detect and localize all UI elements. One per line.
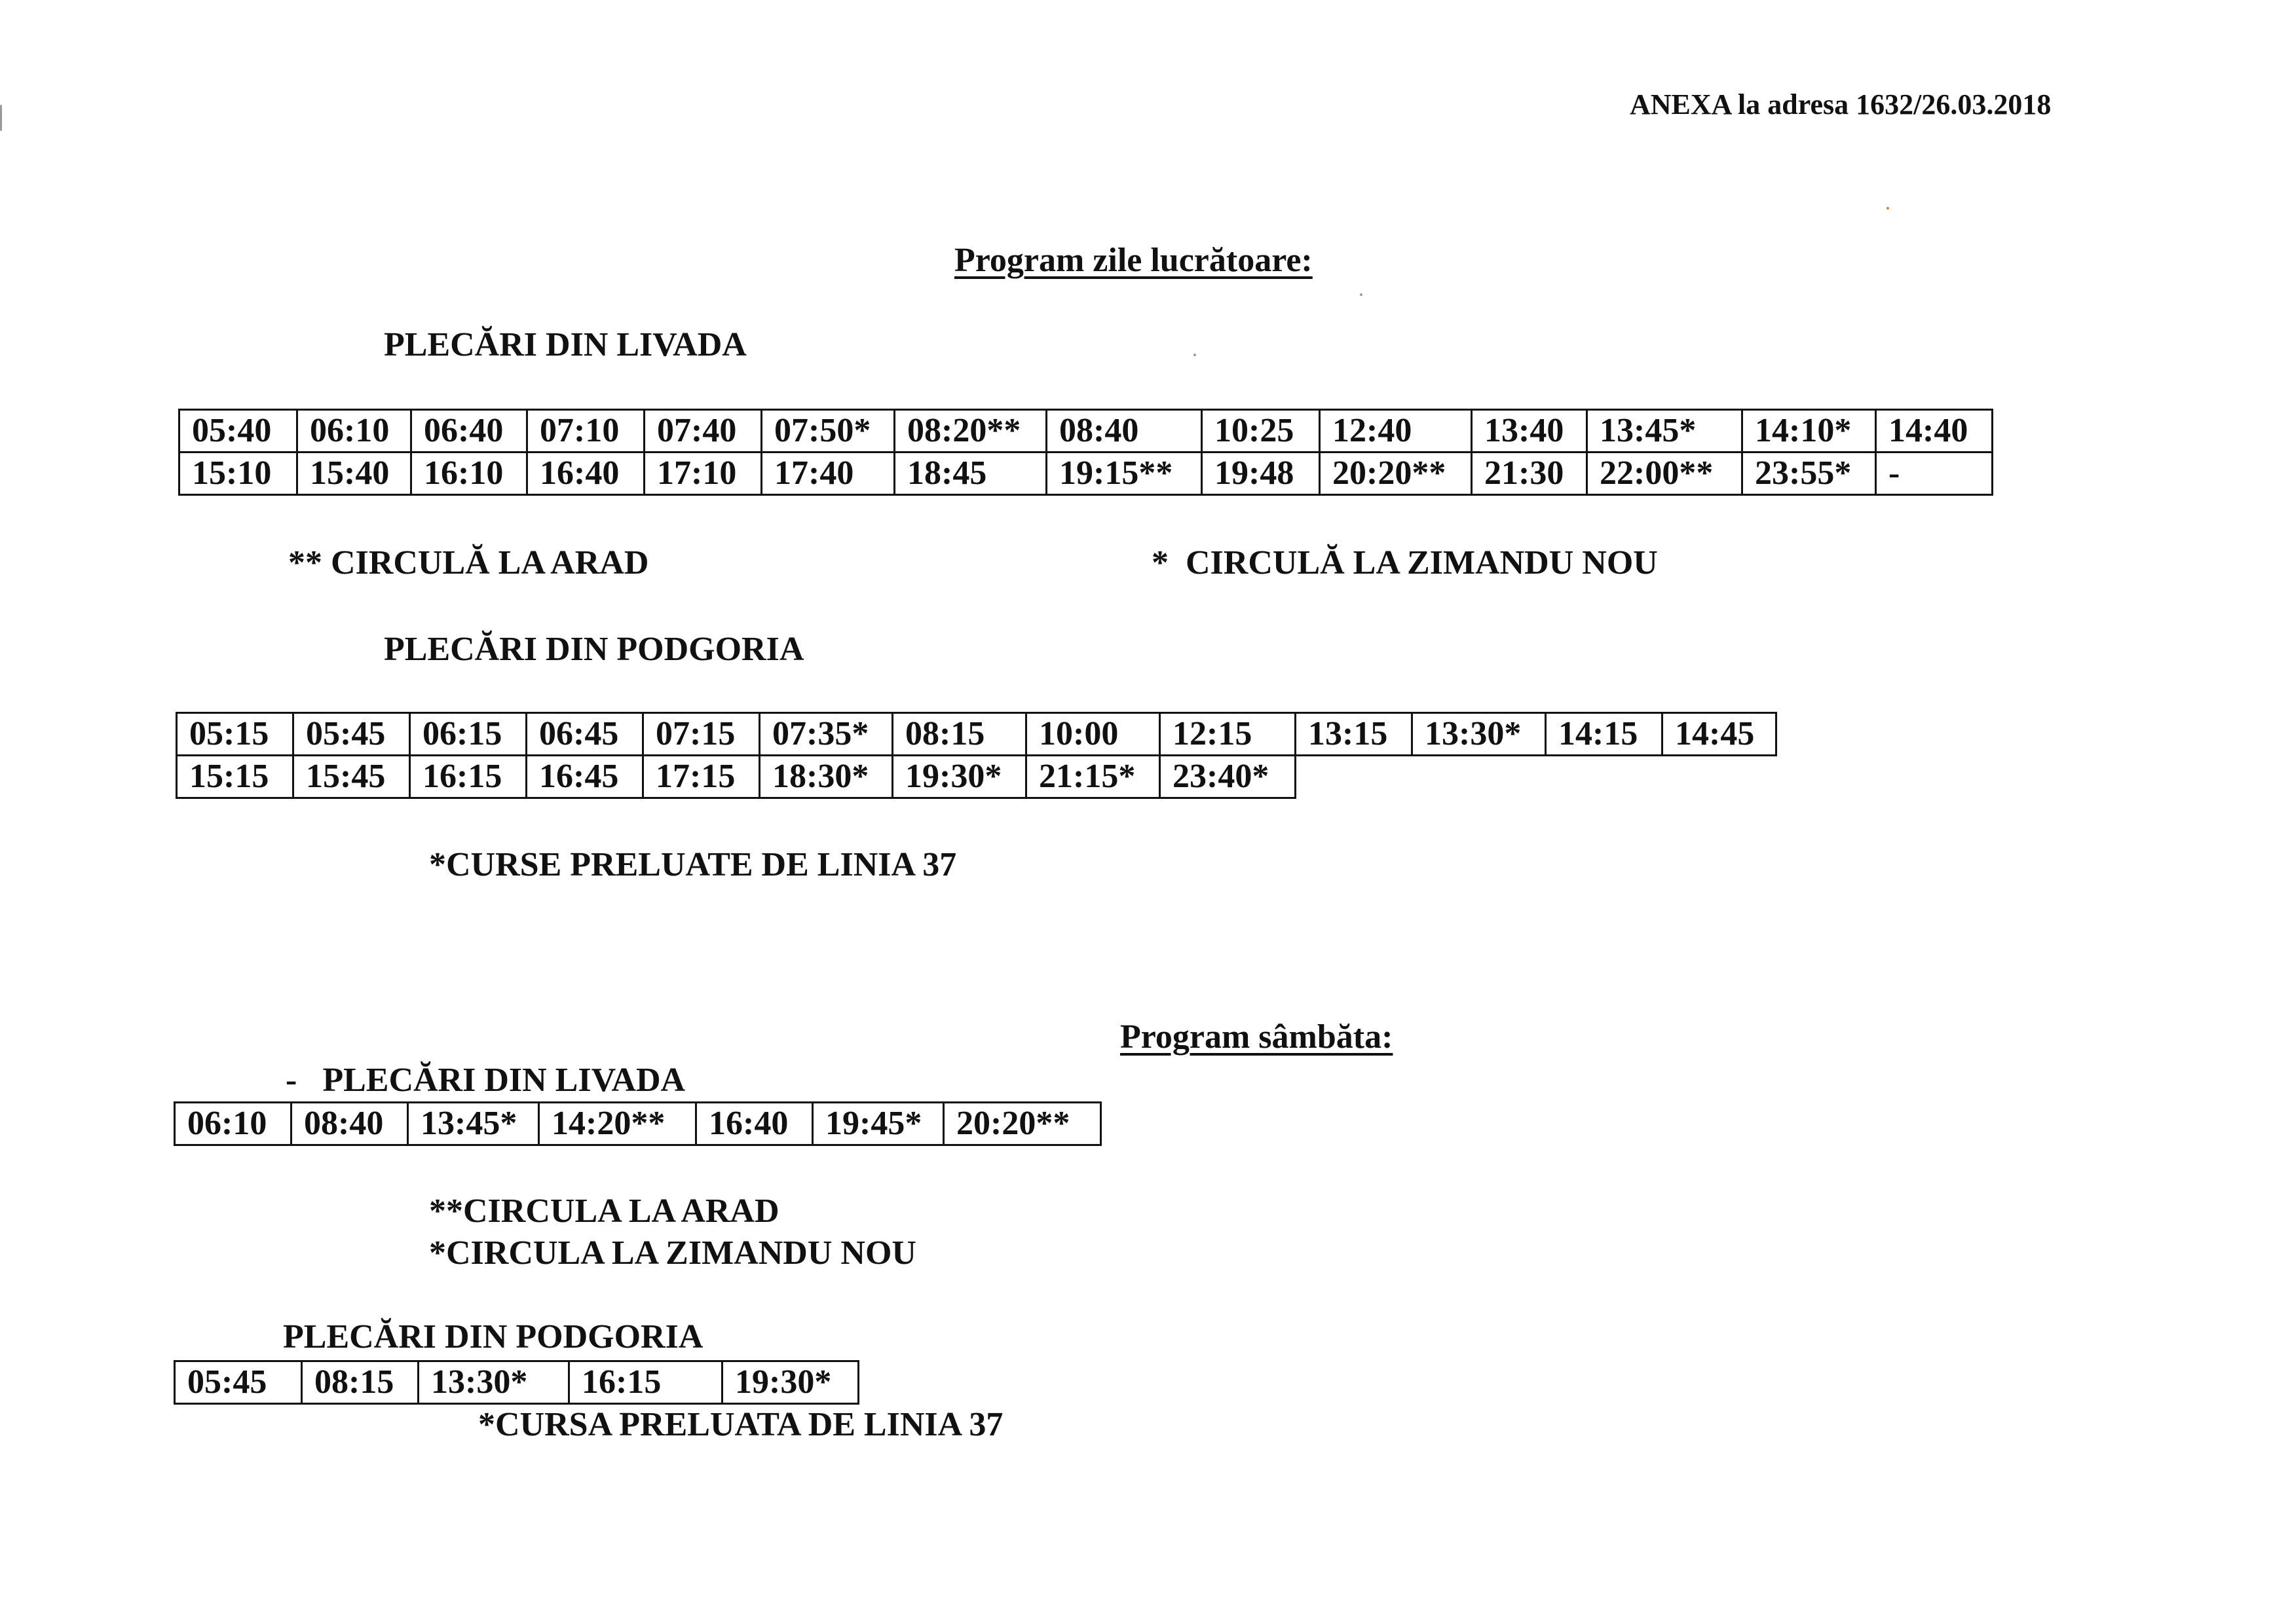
departure-time-cell: 16:45 [527,756,643,798]
departure-time-cell: 19:30* [723,1361,859,1404]
departure-time-cell: 08:20** [895,410,1047,452]
departure-time-cell: 22:00** [1587,452,1742,495]
departure-time-cell: 07:10 [527,410,645,452]
departure-time-cell [1296,756,1412,798]
departure-time-cell: 07:15 [643,713,760,756]
departure-time-cell: 05:40 [179,410,297,452]
departure-time-cell: 08:40 [291,1103,408,1145]
departure-time-cell: 13:45* [408,1103,539,1145]
departure-time-cell: 13:45* [1587,410,1742,452]
timetable-row [177,713,1776,756]
timetable-row [175,1361,859,1404]
saturday-livada-timetable [174,1101,1102,1146]
scan-speck [1886,207,1889,210]
weekday-podgoria-note: *CURSE PRELUATE DE LINIA 37 [429,846,957,883]
departure-time-cell: 05:15 [177,713,293,756]
departure-time-cell: 14:20** [539,1103,696,1145]
departure-time-cell: 19:15** [1047,452,1202,495]
departure-time-cell: 10:25 [1202,410,1320,452]
departure-time-cell: 14:40 [1876,410,1993,452]
departure-time-cell: 13:30* [419,1361,569,1404]
departure-time-cell: 14:15 [1546,713,1662,756]
weekday-podgoria-timetable [176,712,1777,799]
departure-time-cell: 08:40 [1047,410,1202,452]
saturday-podgoria-heading: PLECĂRI DIN PODGORIA [283,1318,704,1356]
departure-time-cell: 15:45 [293,756,410,798]
departure-time-cell: 06:40 [411,410,527,452]
departure-time-cell: 13:15 [1296,713,1412,756]
annex-reference: ANEXA la adresa 1632/26.03.2018 [1630,88,2052,120]
departure-time-cell: 20:20** [944,1103,1101,1145]
departure-time-cell: 19:30* [893,756,1026,798]
saturday-podgoria-note: *CURSA PRELUATA DE LINIA 37 [478,1406,1004,1443]
departure-time-cell: 06:10 [175,1103,291,1145]
departure-time-cell: 05:45 [293,713,410,756]
departure-time-cell: - [1876,452,1993,495]
departure-time-cell: 17:15 [643,756,760,798]
departure-time-cell: 06:15 [410,713,527,756]
departure-time-cell: 16:40 [696,1103,813,1145]
departure-time-cell: 12:40 [1320,410,1472,452]
departure-time-cell: 07:50* [762,410,895,452]
saturday-note-arad: **CIRCULA LA ARAD [429,1192,779,1230]
departure-time-cell: 13:30* [1412,713,1546,756]
departure-time-cell: 21:30 [1472,452,1587,495]
timetable-row [179,452,1993,495]
departure-time-cell: 15:40 [297,452,411,495]
departure-time-cell: 23:55* [1742,452,1876,495]
departure-time-cell: 15:10 [179,452,297,495]
weekday-livada-timetable [178,409,1993,496]
saturday-program-title: Program sâmbăta: [1120,1018,1393,1056]
departure-time-cell [1412,756,1546,798]
timetable-row [177,756,1776,798]
departure-time-cell: 05:45 [175,1361,302,1404]
departure-time-cell: 23:40* [1160,756,1296,798]
scan-speck [1193,354,1196,356]
departure-time-cell: 08:15 [302,1361,419,1404]
departure-time-cell: 15:15 [177,756,293,798]
departure-time-cell: 08:15 [893,713,1026,756]
departure-time-cell: 16:15 [410,756,527,798]
departure-time-cell: 14:45 [1662,713,1776,756]
scan-speck [1360,293,1362,296]
departure-time-cell [1546,756,1662,798]
departure-time-cell: 14:10* [1742,410,1876,452]
departure-time-cell: 17:40 [762,452,895,495]
departure-time-cell: 07:40 [645,410,762,452]
departure-time-cell: 07:35* [760,713,893,756]
timetable-row [179,410,1993,452]
weekday-note-arad: ** CIRCULĂ LA ARAD [288,544,649,581]
departure-time-cell: 19:45* [813,1103,944,1145]
departure-time-cell: 10:00 [1026,713,1160,756]
departure-time-cell: 20:20** [1320,452,1472,495]
saturday-livada-heading: - PLECĂRI DIN LIVADA [286,1061,686,1099]
saturday-note-zimandu: *CIRCULA LA ZIMANDU NOU [429,1234,916,1272]
saturday-podgoria-timetable [174,1360,859,1405]
scan-speck [0,105,2,131]
departure-time-cell: 19:48 [1202,452,1320,495]
weekday-program-title: Program zile lucrătoare: [954,242,1313,279]
departure-time-cell: 18:45 [895,452,1047,495]
departure-time-cell [1662,756,1776,798]
departure-time-cell: 21:15* [1026,756,1160,798]
departure-time-cell: 16:10 [411,452,527,495]
departure-time-cell: 13:40 [1472,410,1587,452]
weekday-podgoria-heading: PLECĂRI DIN PODGORIA [384,631,804,668]
timetable-row [175,1103,1101,1145]
departure-time-cell: 16:40 [527,452,645,495]
departure-time-cell: 12:15 [1160,713,1296,756]
weekday-livada-heading: PLECĂRI DIN LIVADA [384,326,747,363]
departure-time-cell: 06:10 [297,410,411,452]
departure-time-cell: 16:15 [569,1361,723,1404]
departure-time-cell: 17:10 [645,452,762,495]
weekday-note-zimandu: * CIRCULĂ LA ZIMANDU NOU [1152,544,1658,581]
departure-time-cell: 18:30* [760,756,893,798]
departure-time-cell: 06:45 [527,713,643,756]
